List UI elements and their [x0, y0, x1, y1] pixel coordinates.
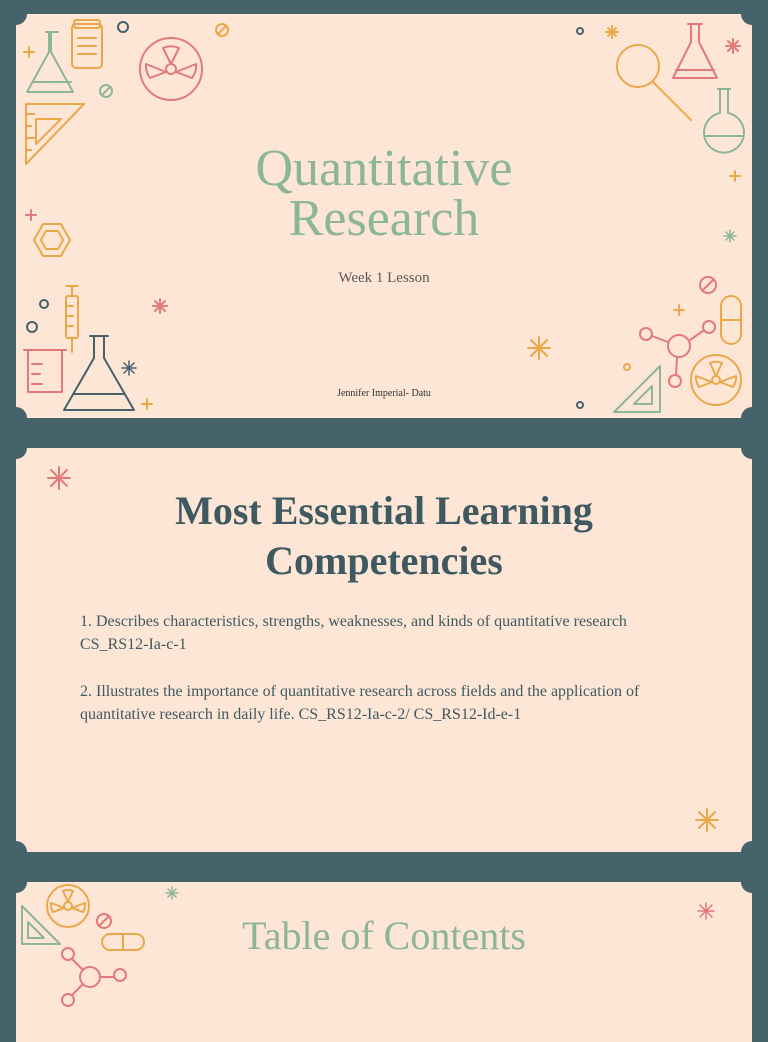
radiation-icon: [140, 38, 202, 100]
slide-title-text: [16, 140, 752, 247]
corner-notch: [5, 841, 27, 863]
corner-notch: [741, 437, 763, 459]
title-line-2: Competencies: [265, 538, 503, 583]
corner-notch: [741, 3, 763, 25]
competency-item-2: 2. Illustrates the importance of quantitative research across fields and the application of quantitative research in daily life. CS_RS12-Ia-c-2/ CS_RS12-Id-e-1: [80, 683, 640, 723]
title-line-1: Quantitative: [255, 140, 513, 197]
pill-icon: [721, 296, 741, 344]
corner-notch: [5, 871, 27, 893]
beaker-icon: [24, 350, 66, 392]
competency-item-1: 1. Describes characteristics, strengths, weaknesses, and kinds of quantitative research CS_RS12-Ia-c-1: [80, 613, 627, 653]
corner-notch: [741, 407, 763, 429]
competencies-title: [16, 486, 752, 586]
syringe-icon: [66, 286, 78, 352]
slide-competencies: [16, 448, 752, 852]
jar-icon: [72, 20, 102, 68]
slide-subtitle: Week 1 Lesson: [338, 270, 430, 286]
title-line-1: Most Essential Learning: [175, 488, 593, 533]
sparkle-icon: [696, 809, 718, 831]
table-of-contents-title: Table of Contents: [242, 913, 526, 958]
sparkle-icon: [726, 39, 740, 53]
title-line-2: Research: [288, 190, 480, 247]
slide-table-of-contents: [16, 882, 752, 1042]
corner-notch: [5, 407, 27, 429]
corner-notch: [5, 437, 27, 459]
science-decorations: [16, 882, 752, 1042]
circle-dot: [100, 85, 112, 97]
flask-icon: [673, 24, 717, 78]
corner-notch: [741, 841, 763, 863]
slide-title: [16, 14, 752, 418]
sparkle-icon: [166, 887, 178, 899]
flask-icon: [27, 32, 73, 92]
author-name: Jennifer Imperial- Datu: [337, 388, 431, 399]
sparkle-icon: [153, 299, 167, 313]
molecule-icon: [640, 321, 715, 387]
sparkle-icon: [122, 361, 136, 375]
corner-notch: [5, 3, 27, 25]
corner-notch: [741, 871, 763, 893]
magnifier-icon: [617, 45, 691, 120]
